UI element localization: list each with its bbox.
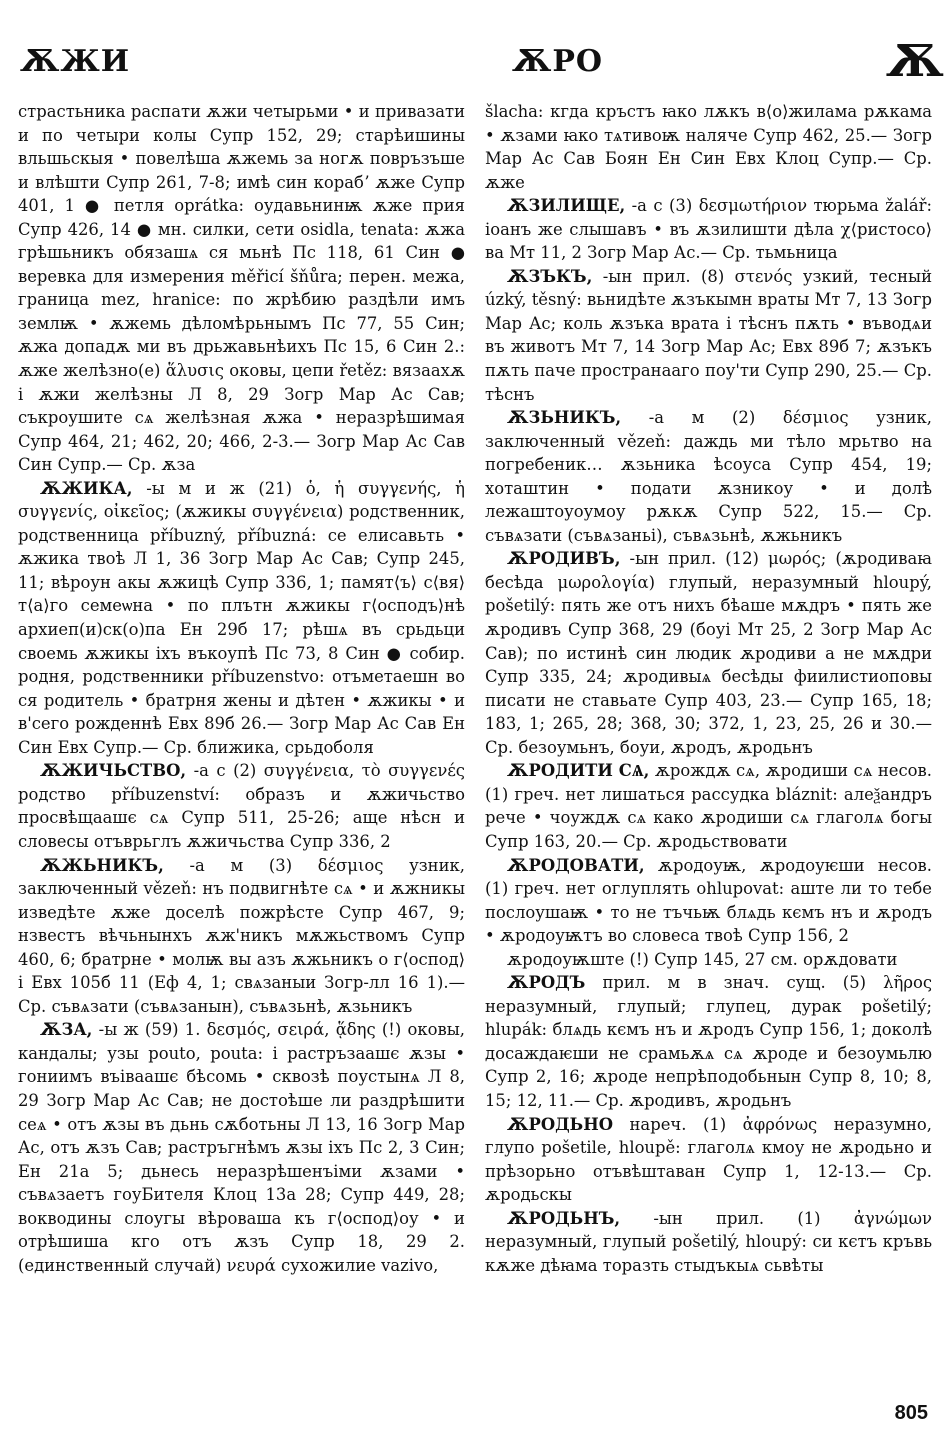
entry-body: -а с (2) συγγένεια, τὸ συγγενές родство příbuzenství: образъ и ѫжичьство просвѣщаашє сѧ Супр 511, 25-26; аще нѣсн и словесы отъврьглъ ѫжичьства Супр 336, 2 bbox=[18, 761, 465, 851]
running-head-center: ѪРО bbox=[512, 44, 604, 79]
entry-body: -ы м и ж (21) ὁ, ἡ συγγενής, ἡ συγγενίς, οἰκεῖος; (ѫжикы συγγένεια) родственник, родственница příbuzný, příbuzná: се елисавьть • ѫжика твоѣ Л 1, 36 Зогр Мар Ас Сав; Супр 245, 11; вѣроун акы ѫжицѣ Супр 336, 1; памят⟨ъ⟩ с⟨вя⟩т⟨а⟩го семеѡна • по плътн ѫжикы г⟨осподъ⟩нѣ архиеп(и)ск(о)па Ен 29б 17; рѣшѧ въ срьдьци своемь ѫжикы іхъ въкоупѣ Пс 73, 8 Син ● собир. родня, родственники příbuzenstvo: отъметаешн во ся родитель • братрня жены и дѣтен • ѫжикы • и в'сего рожденнѣ Евх 89б 26.— Зогр Мар Ас Сав Ен Син Евх Супр.— Ср. ближика, срьдоболя bbox=[18, 478, 465, 757]
page-number: 805 bbox=[894, 1402, 928, 1424]
entry-headword: ѪРОДЬНЪ, bbox=[507, 1208, 621, 1228]
dictionary-entry bbox=[485, 100, 932, 194]
entry-body: -а с (3) δεσμωτήριον тюрьма žalář: іоанъ же слышавъ • въ ѫзилишти дѣла χ⟨ристосо⟩ва Мт 11, 2 Зогр Мар Ас.— Ср. тьмьница bbox=[485, 196, 932, 263]
entry-body: -ын прил. (1) ἀγνώμων неразумный, глупый pošetilý, hloupý: си кєтъ кръвь кѫже дѣꙗма торазть стыдъкыѧ сьвѣты bbox=[485, 1208, 932, 1275]
entry-headword: ѪЗА, bbox=[40, 1020, 93, 1040]
entry-headword: ѪЗЪКЪ, bbox=[507, 266, 593, 286]
entry-headword: ѪРОДИВЪ, bbox=[507, 549, 621, 569]
entry-headword: ѪРОДИТИ СѦ, bbox=[507, 761, 650, 781]
entry-headword: ѪЗЬНИКЪ, bbox=[507, 408, 622, 428]
dictionary-entry bbox=[485, 194, 932, 265]
dictionary-entry bbox=[485, 547, 932, 759]
entry-headword: ѪЖЬНИКЪ, bbox=[40, 855, 164, 875]
entry-body: -а м (2) δέσμιος узник, заключенный vězeň: даждь ми тѣло мрьтво на погребеник… ѫзьника ѣсоуса Супр 454, 19; хоташтин • подати ѫзникоу • и долѣ лежаштоуоумоу рѫкѫ Супр 522, 15.— Ср. съвѧзати (съвѧзаньі), съвѧзьнѣ, ѫжьникъ bbox=[485, 408, 932, 545]
right-column bbox=[485, 100, 932, 1277]
entry-headword: ѪРОДЬНО bbox=[507, 1114, 613, 1134]
entry-body: -ы ж (59) 1. δεσμός, σειρά, ᾅδης (!) оковы, кандалы; узы pouto, pouta: і растръзаашє ѫзы • гониимъ въіваашє бѣсомь • сквозѣ поустынѧ Л 8, 29 Зогр Мар Ас Сав; не достоѣше ли раздрѣшити сеѧ • отъ ѫзы въ дьнь сѫботьны Л 13, 16 Зогр Мар Ас, отъ ѫзъ Сав; растръгнѣмъ ѫзы іхъ Пс 2, 3 Син; Ен 21а 5; дьнесь неразрѣшенъіми ѫзами • съвѧзаетъ гоуБителя Клоц 13а 28; Супр 449, 28; вокводины слоугы вѣроваша къ г⟨оспод⟩оу • и отрѣшиша кго отъ ѫзъ Супр 18, 29 2. (единственный случай) νευρά сухожилие vazivo, bbox=[18, 1020, 465, 1275]
entry-body: -ын прил. (8) στενός узкий, тесный úzký, těsný: вьнидѣте ѫзъкымн враты Мт 7, 13 Зогр Мар Ас; коль ѫзъка врата і тѣснъ пѫть • въводѧи въ животъ Мт 7, 14 Зогр Мар Ас; Евх 89б 7; ѫзъкъ пѫть паче пространааго поу'ти Супр 290, 25.— Ср. тѣснъ bbox=[485, 266, 932, 404]
dictionary-entry bbox=[485, 948, 932, 972]
entry-body: прил. м в знач. сущ. (5) λῆρος неразумный, глупый; глупец, дурак pošetilý; hlupák: блѧдь кємъ нъ и ѫродъ Супр 156, 1; доколѣ досаждаѥши не срамьѫѧ сѧ ѫроде и безоумьлю Супр 2, 16; ѫроде непрѣподобьнын Супр 8, 10; 8, 15; 12, 11.— Ср. ѫродивъ, ѫродьнъ bbox=[485, 973, 932, 1110]
entry-body: šlacha: кгда кръстъ ꙗко лѫкъ в⟨о⟩жилама рѫкама • ѫзами ꙗко тѧтивоѭ наляче Супр 462, 25.— Зогр Мар Ас Сав Боян Ен Син Евх Клоц Супр.— Ср. ѫже bbox=[485, 102, 932, 192]
entry-headword: ѪЖИКА, bbox=[40, 478, 133, 498]
dictionary-entry bbox=[18, 477, 465, 760]
entry-body: страстьника распати ѫжи четырьми • и привазати и по четыри колы Супр 152, 29; старѣишины вльшьскыя • повелѣша ѫжемь за ногѫ повръзъше и влѣшти Супр 261, 7-8; имѣ син корабʼ ѫже Супр 401, 1 ● петля oprátka: оудавьнинѭ ѫже прия Супр 426, 14 ● мн. силки, сети osidla, tenata: ѫжа грѣшьникъ обязашѧ ся мьнѣ Пс 118, 61 Син ● веревка для измерения měřicí šňůra; перен. межа, граница mez, hranice: по жрѣбию раздѣли имъ землѭ • ѫжемь дѣломѣрьнымъ Пс 77, 55 Син; ѫжа допадѫ ми въ дрьжавьнѣихъ Пс 15, 6 Син 2.: ѫже желѣзно(е) ἅλυσις оковы, цепи řetěz: вязаахѫ і ѫжи желѣзны Л 8, 29 Зогр Мар Ас Сав; съкроушите сѧ желѣзная ѫжа • неразрѣшимая Супр 464, 21; 462, 20; 466, 2-3.— Зогр Мар Ас Сав Син Супр.— Ср. ѫза bbox=[18, 102, 465, 475]
section-letter: Ѫ bbox=[886, 36, 945, 87]
left-column bbox=[18, 100, 465, 1277]
dictionary-entry bbox=[18, 759, 465, 853]
entry-headword: ѪЖИЧЬСТВО, bbox=[40, 761, 187, 781]
entry-body: нареч. (1) ἀφρόνως неразумно, глупо pošetile, hloupě: глаголѧ кмоу не ѫродьно и прѣзорьно отъвѣштаван Супр 1, 12-13.— Ср. ѫродьскы bbox=[485, 1114, 932, 1205]
dictionary-entry bbox=[485, 854, 932, 948]
entry-body: ѫродоуѭ, ѫродоуѥши несов. (1) греч. нет оглуплять ohlupovat: аште ли то тебе послоушаѭ • то не тъчьѭ блѧдь кємъ нъ и ѫродъ • ѫродоуѭтъ во словеса твоѣ Супр 156, 2 bbox=[485, 855, 932, 946]
dictionary-entry bbox=[485, 265, 932, 406]
entry-body: -а м (3) δέσμιος узник, заключенный vězeň: нъ подвигнѣте сѧ • и ѫжникы изведѣте ѫже доселѣ пожрѣсте Супр 467, 9; нзвестъ вѣчьнынхъ ѫж'никъ мѫжьствомъ Супр 460, 6; братрне • молѭ вы азъ ѫжьникъ о г⟨оспод⟩і Евх 105б 11 (Еф 4, 1; свѧзаныи Зогр-лл 16 1).— Ср. съвѧзати (съвѧзанын), съвѧзьнѣ, ѫзьникъ bbox=[18, 855, 465, 1016]
entry-body: ѫродоуѭште (!) Супр 145, 27 см. орѫдовати bbox=[507, 949, 898, 969]
entry-body: -ын прил. (12) μωρός; (ѫродиваꙗ бесѣда μωρολογία) глупый, неразумный hloupý, pošetilý: пять же отъ нихъ бѣаше мѫдръ • пять же ѫродивъ Супр 368, 29 (боуі Мт 25, 2 Зогр Мар Ас Сав); по истинѣ син людик ѫродиви а не мѫдри Супр 335, 24; ѫродивыѧ бесѣды фиилистиоповы писати не ставьате Супр 403, 23.— Супр 165, 18; 183, 1; 265, 28; 368, 30; 372, 1, 23, 25, 26 и 30.— Ср. безоумьнъ, боуи, ѫродъ, ѫродьнъ bbox=[485, 549, 932, 757]
entry-headword: ѪРОДЪ bbox=[507, 973, 586, 993]
entry-headword: ѪРОДОВАТИ, bbox=[507, 855, 645, 875]
dictionary-entry bbox=[485, 1113, 932, 1207]
dictionary-entry bbox=[18, 1018, 465, 1277]
dictionary-entry bbox=[485, 1207, 932, 1278]
dictionary-entry bbox=[485, 406, 932, 547]
entry-headword: ѪЗИЛИЩЕ, bbox=[507, 196, 626, 216]
running-head-left: ѪЖИ bbox=[20, 44, 131, 79]
entry-body: ѫрождѫ сѧ, ѫродиши сѧ несов. (1) греч. нет лишаться рассудка bláznit: алеѯандръ рече • чоуждѫ сѧ како ѫродиши сѧ глаголѧ богы Супр 163, 20.— Ср. ѫродьствовати bbox=[485, 761, 932, 851]
dictionary-entry bbox=[18, 100, 465, 477]
dictionary-entry bbox=[485, 759, 932, 853]
dictionary-entry bbox=[18, 854, 465, 1019]
dictionary-entry bbox=[485, 971, 932, 1112]
